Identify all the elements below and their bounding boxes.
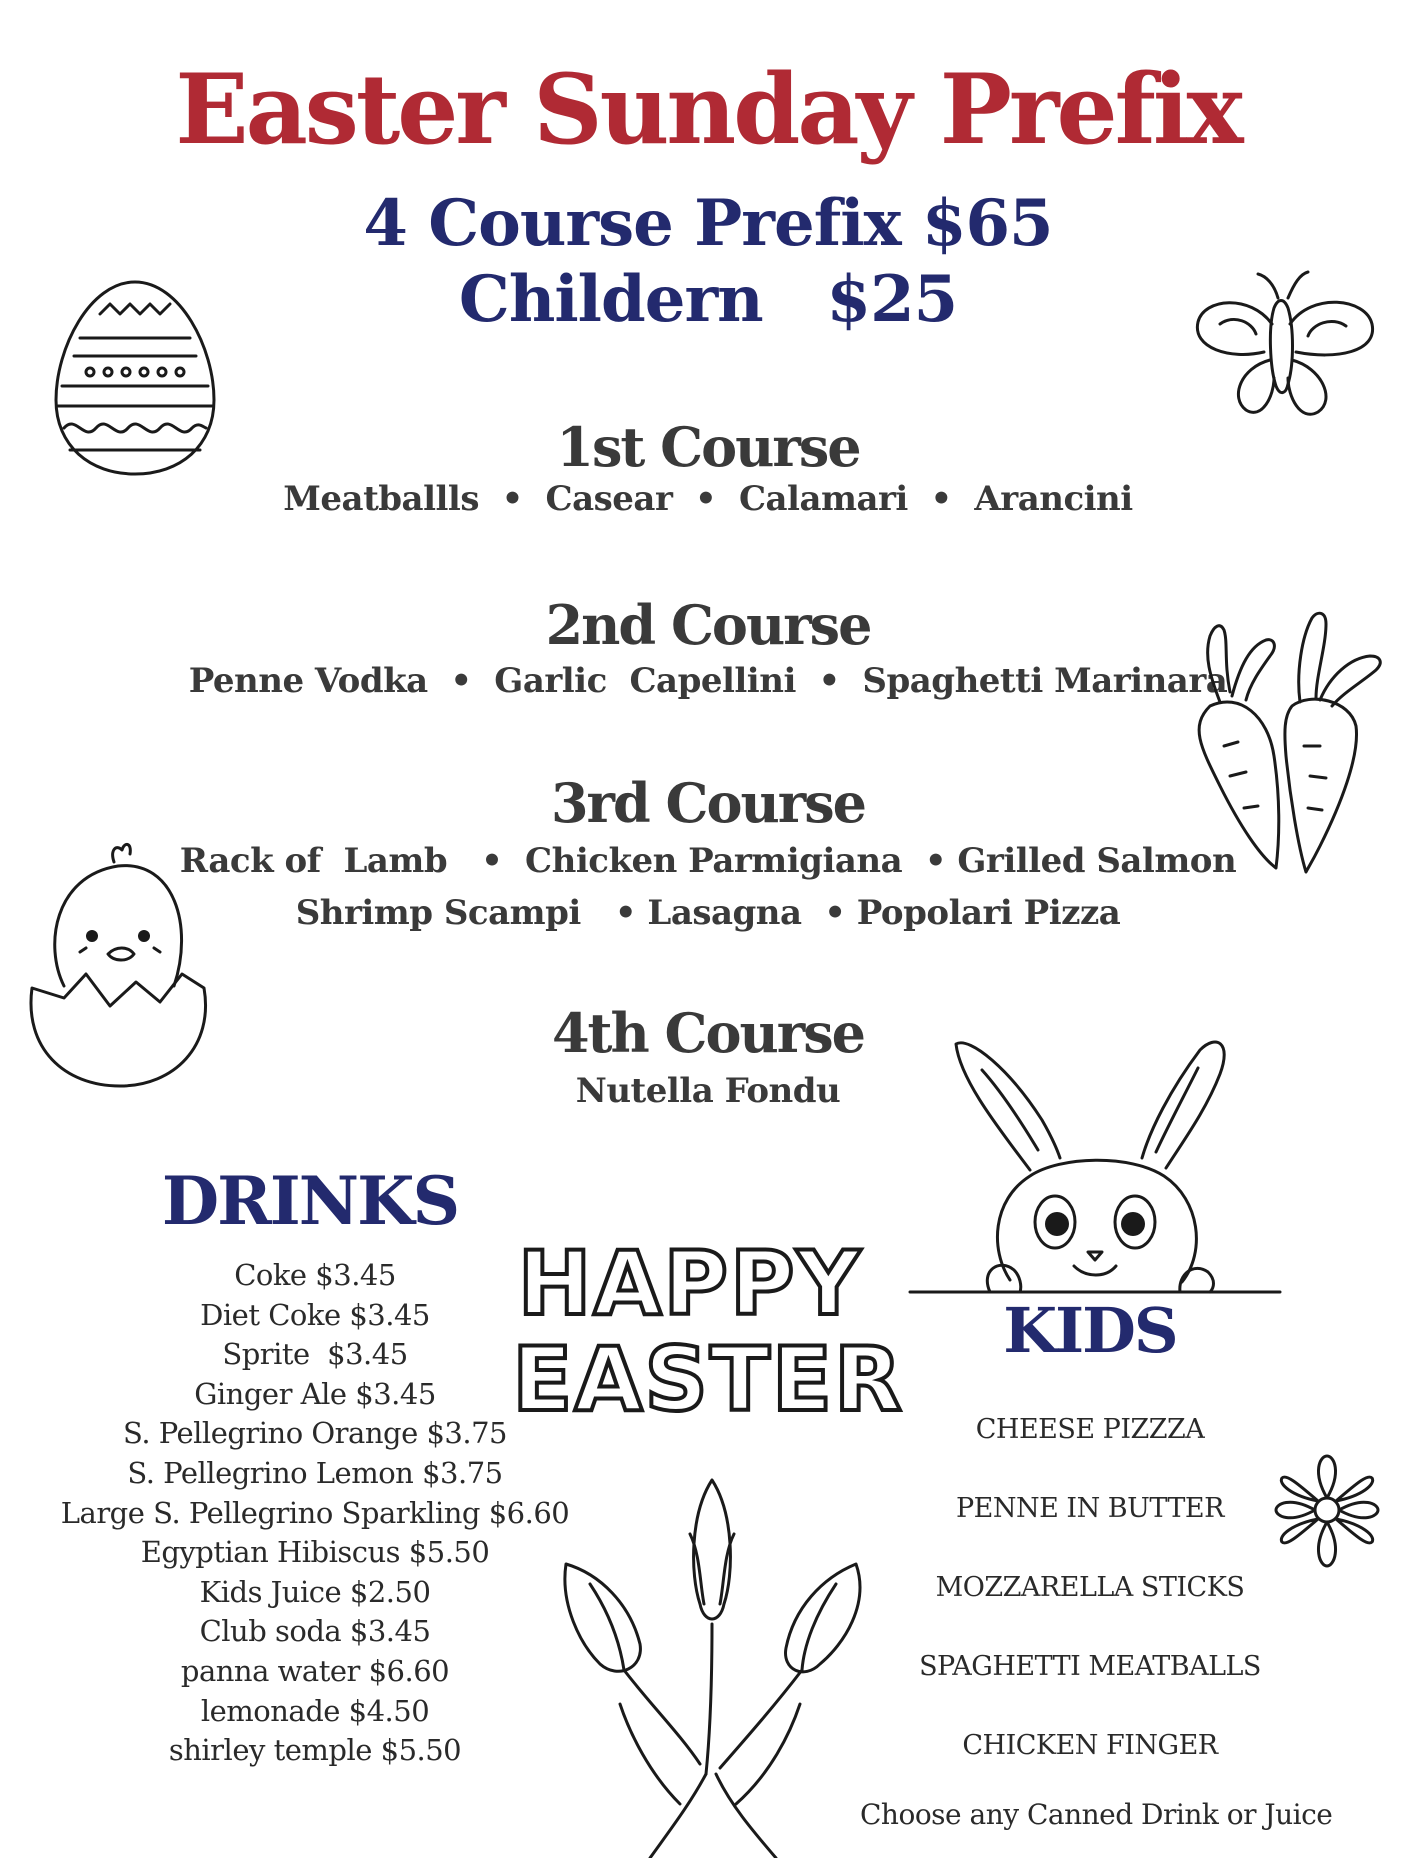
course-2-items: Penne Vodka • Garlic Capellini • Spaghetti Marinara <box>188 661 1228 701</box>
chick-icon <box>24 836 214 1096</box>
course-2-title: 2nd Course <box>545 593 871 657</box>
bunny-icon <box>910 1030 1280 1300</box>
easter-egg-icon <box>50 278 220 478</box>
carrots-icon <box>1180 596 1400 886</box>
course-4-title: 4th Course <box>551 1001 865 1065</box>
kids-item: SPAGHETTI MEATBALLS <box>919 1651 1261 1682</box>
butterfly-icon <box>1190 268 1380 428</box>
tulips-icon <box>540 1474 900 1858</box>
happy-easter-graphic <box>512 1230 904 1431</box>
drink-item: Kids Juice $2.50 <box>199 1574 431 1609</box>
drink-item: lemonade $4.50 <box>200 1693 430 1728</box>
flower-icon <box>1272 1452 1382 1572</box>
kids-item: CHICKEN FINGER <box>962 1730 1218 1761</box>
course-3-items-line-1: Rack of Lamb • Chicken Parmigiana • Grilled Salmon <box>179 841 1237 881</box>
kids-title: KIDS <box>1003 1294 1177 1367</box>
drink-item: Egyptian Hibiscus $5.50 <box>140 1535 490 1570</box>
drinks-title: DRINKS <box>161 1162 459 1240</box>
kids-item: CHEESE PIZZZA <box>975 1414 1205 1445</box>
course-1-items: Meatballls • Casear • Calamari • Arancini <box>283 479 1133 519</box>
course-4-items: Nutella Fondu <box>575 1071 841 1111</box>
drink-item: Large S. Pellegrino Sparkling $6.60 <box>60 1495 570 1530</box>
drink-item: Coke $3.45 <box>234 1258 396 1292</box>
kids-item: MOZZARELLA STICKS <box>935 1572 1245 1603</box>
drink-item: Diet Coke $3.45 <box>200 1297 430 1332</box>
drinks-list <box>40 1256 590 1771</box>
course-1-title: 1st Course <box>556 415 860 479</box>
drink-item: panna water $6.60 <box>180 1653 450 1688</box>
drink-item: Club soda $3.45 <box>199 1614 431 1649</box>
happy-text: HAPPY <box>517 1232 863 1335</box>
drink-item: Sprite $3.45 <box>222 1337 408 1372</box>
drink-item: S. Pellegrino Orange $3.75 <box>123 1416 507 1451</box>
children-price: Childern $25 <box>458 262 958 337</box>
drink-item: shirley temple $5.50 <box>168 1733 462 1768</box>
drink-item: Ginger Ale $3.45 <box>194 1376 436 1411</box>
kids-note: Choose any Canned Drink or Juice <box>860 1798 1333 1831</box>
course-3-title: 3rd Course <box>550 771 866 835</box>
kids-list <box>880 1398 1300 1793</box>
drink-item: S. Pellegrino Lemon $3.75 <box>127 1455 503 1490</box>
prefix-price: 4 Course Prefix $65 <box>363 186 1053 261</box>
kids-item: PENNE IN BUTTER <box>956 1493 1224 1524</box>
menu-title: Easter Sunday Prefix <box>175 53 1241 166</box>
easter-text: EASTER <box>512 1328 904 1431</box>
course-3-items-line-2: Shrimp Scampi • Lasagna • Popolari Pizza <box>295 893 1121 933</box>
